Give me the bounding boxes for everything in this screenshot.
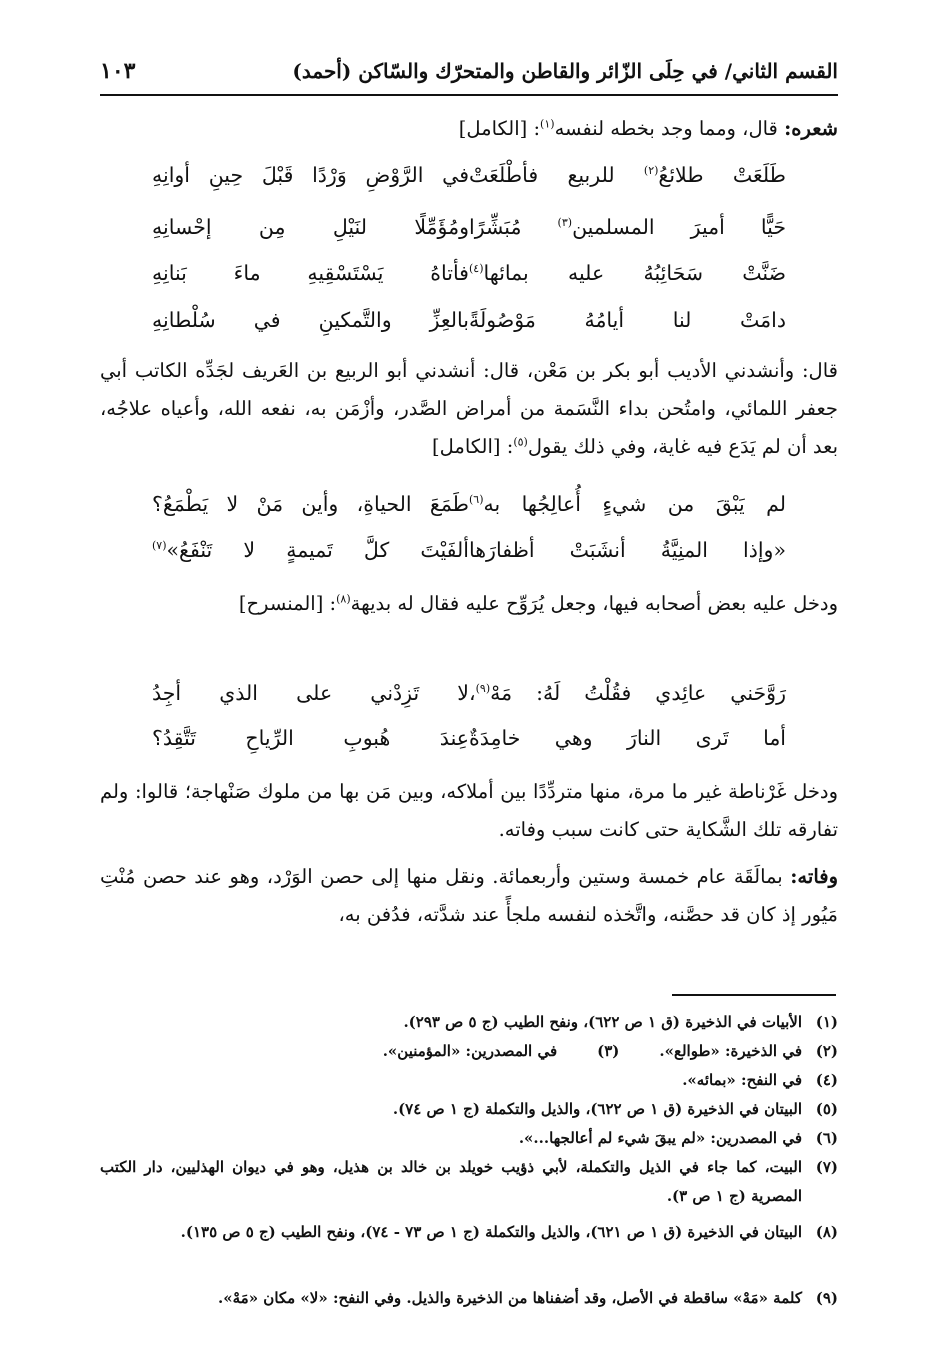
running-header-title: القسم الثاني/ في حِلَى الزّائر والقاطن والمتحرّك والسّاكن (أحمد) bbox=[292, 59, 838, 83]
verse-first-hemistich: رَوَّحَني عائِدي فقُلْتُ لَهُ: مَهْ$^{(٩)}$، bbox=[469, 681, 786, 705]
paragraph bbox=[100, 352, 838, 466]
verse-line bbox=[100, 484, 838, 524]
footnote-ref: (٧) bbox=[152, 539, 167, 553]
verse-second-hemistich: في الرَّوْضِ وَرْدًا قَبْلَ حِينِ أوانِهِ bbox=[152, 163, 469, 187]
footnote bbox=[100, 1124, 838, 1153]
footnote-ref: (٤) bbox=[469, 262, 484, 276]
verse-line bbox=[100, 300, 838, 340]
paragraph bbox=[100, 773, 838, 849]
footnote-text: في الذخيرة: «طوالع». bbox=[659, 1042, 802, 1060]
verse-line bbox=[100, 718, 838, 758]
footnote-separator bbox=[672, 994, 836, 996]
footnote-number: (٥) bbox=[815, 1100, 838, 1118]
paragraph bbox=[100, 585, 838, 623]
meter-label: : [الكامل] bbox=[432, 435, 514, 458]
verse-line bbox=[100, 530, 838, 570]
verse-first-hemistich: حَيًّا أميرَ المسلمين$^{(٣)}$ مُبَشِّرًا bbox=[469, 215, 786, 239]
page-number: ١٠٣ bbox=[100, 58, 136, 84]
footnote-ref: (٥) bbox=[513, 435, 528, 449]
intro-line bbox=[100, 110, 838, 148]
verse-second-hemistich: طَمَعَ الحياةِ، وأين مَنْ لا يَطْمَعُ؟ bbox=[152, 492, 469, 516]
footnote-text: كلمة «مَهْ» ساقطة في الأصل، وقد أضفناها من الذخيرة والذيل. وفي النفح: «لا» مكان «مَهْ». bbox=[218, 1289, 802, 1307]
verse-first-hemistich: أما تَرى النارَ وهي خامِدَةٌ bbox=[469, 726, 786, 750]
section-label-poetry: شعره: bbox=[784, 117, 838, 140]
footnote-text: البيتان في الذخيرة (ق ١ ص ٦٢٢)، والذيل والتكملة (ج ١ ص ٧٤). bbox=[392, 1100, 802, 1118]
meter-label: : [المنسرح] bbox=[238, 592, 337, 615]
footnote-ref: (٦) bbox=[469, 493, 484, 507]
footnote-number: (٩) bbox=[815, 1289, 838, 1307]
footnote-text: في النفح: «بمائه». bbox=[682, 1071, 802, 1089]
footnote bbox=[100, 1284, 838, 1313]
footnote-number: (٣) bbox=[597, 1042, 620, 1060]
footnote bbox=[100, 1153, 838, 1211]
paragraph bbox=[100, 858, 838, 934]
footnote-text: في المصدرين: «لم يبقَ شيء لم أعالجها...». bbox=[518, 1129, 802, 1147]
verse-second-hemistich: بالعِزِّ والتَّمكينِ في سُلْطانِهِ bbox=[152, 308, 469, 332]
footnote-text: البيتان في الذخيرة (ق ١ ص ٦٢١)، والذيل والتكملة (ج ١ ص ٧٣ - ٧٤)، ونفح الطيب (ج ٥ ص ١٣٥). bbox=[180, 1223, 802, 1241]
footnote-ref: (٣) bbox=[557, 216, 573, 230]
footnote bbox=[100, 1066, 838, 1095]
footnote-number: (٢) bbox=[815, 1042, 838, 1060]
footnote-number: (٧) bbox=[815, 1158, 838, 1176]
footnote-ref: (٩) bbox=[475, 682, 491, 696]
footnote bbox=[100, 1008, 838, 1037]
footnote-number: (٤) bbox=[815, 1071, 838, 1089]
verse-second-hemistich: عِندَ هُبوبِ الرِّياحِ تَتَّقِدُ؟ bbox=[152, 726, 469, 750]
running-header bbox=[100, 48, 838, 96]
footnote-text: في المصدرين: «المؤمنين». bbox=[382, 1042, 558, 1060]
paragraph-text: ودخل غَرْناطة غير ما مرة، منها متردِّدًا بين أملاكه، وبين مَن بها من ملوك صَنْهاجة؛ قالوا: ولم تفارقه تلك الشَّكاية حتى كانت سبب وفاته. bbox=[100, 780, 838, 841]
meter-label: : [الكامل] bbox=[458, 117, 541, 140]
verse-second-hemistich: ومُؤَمِّلًا لنَيْلِ مِن إحْسانِهِ bbox=[152, 215, 469, 239]
verse-first-hemistich: دامَتْ لنا أيامُهُ مَوْصُولَةً bbox=[469, 308, 786, 332]
verse-first-hemistich: ضَنَّتْ سَحَائِبُهُ عليه بمائها$^{(٤)}$ bbox=[469, 261, 786, 285]
footnote-ref: (٨) bbox=[336, 592, 351, 606]
paragraph-text: قال: وأنشدني الأديب أبو بكر بن مَعْن، قال: أنشدني أبو الربيع بن العَريف لجَدِّه الكاتب أبي جعفر اللمائي، وامتُحن بداء النَّسَمة من أمراض الصَّدر، وأزْمَن به، نفعه الله، وأعياه علاجُه، بعد أن لم يَدَع فيه غاية، وفي ذلك يقول bbox=[100, 359, 838, 458]
footnote bbox=[100, 1095, 838, 1124]
verse-first-hemistich: «وإذا المنِيَّةُ أنشَبَتْ أظفارَها bbox=[469, 538, 786, 562]
verse-second-hemistich: ألفَيْتَ كلَّ تَميمةٍ لا تَنْفَعُ»$^{(٧)}$ bbox=[152, 538, 469, 562]
footnote-text: البيت، كما جاء في الذيل والتكملة، لأبي ذؤيب خويلد بن خالد بن هذيل، وهو في ديوان الهذليين، دار الكتب المصرية (ج ١ ص ٣). bbox=[100, 1158, 802, 1205]
intro-text: قال، ومما وجد بخطه لنفسه bbox=[554, 117, 778, 140]
footnote-ref: (١) bbox=[540, 117, 555, 131]
verse-line bbox=[100, 155, 838, 195]
verse-line bbox=[100, 207, 838, 247]
section-label-death: وفاته: bbox=[790, 865, 838, 888]
verse-second-hemistich: فأتاهُ يَسْتَسْقِيهِ ماءَ بَنانِهِ bbox=[152, 261, 469, 285]
footnote-number: (١) bbox=[815, 1013, 838, 1031]
verse-second-hemistich: لا تَزِدْني على الذي أجِدُ bbox=[152, 681, 469, 705]
footnote-text: الأبيات في الذخيرة (ق ١ ص ٦٢٢)، ونفح الطيب (ج ٥ ص ٢٩٣). bbox=[403, 1013, 802, 1031]
verse-first-hemistich: طَلَعَتْ طلائعُ$^{(٢)}$ للربيع فأطْلَعَتْ bbox=[469, 163, 786, 187]
paragraph-text: بمالَقَة عام خمسة وستين وأربعمائة. ونقل منها إلى حصن الوَرْد، وهو عند حصن مُنْتِ مَيُور إذ كان قد حصَّنه، واتَّخذه لنفسه ملجأً عند شدَّته، فدُفن به، bbox=[100, 865, 838, 926]
verse-line bbox=[100, 673, 838, 713]
footnote bbox=[100, 1218, 838, 1247]
footnote-ref: (٢) bbox=[643, 164, 659, 178]
footnote-number: (٨) bbox=[815, 1223, 838, 1241]
verse-first-hemistich: لم يَبْقَ من شيءٍ أُعالِجُها به$^{(٦)}$ bbox=[469, 492, 786, 516]
verse-line bbox=[100, 253, 838, 293]
footnote-number: (٦) bbox=[815, 1129, 838, 1147]
paragraph-text: ودخل عليه بعض أصحابه فيها، وجعل يُرَوِّح عليه فقال له بديهة bbox=[350, 592, 838, 615]
footnote bbox=[100, 1037, 838, 1066]
